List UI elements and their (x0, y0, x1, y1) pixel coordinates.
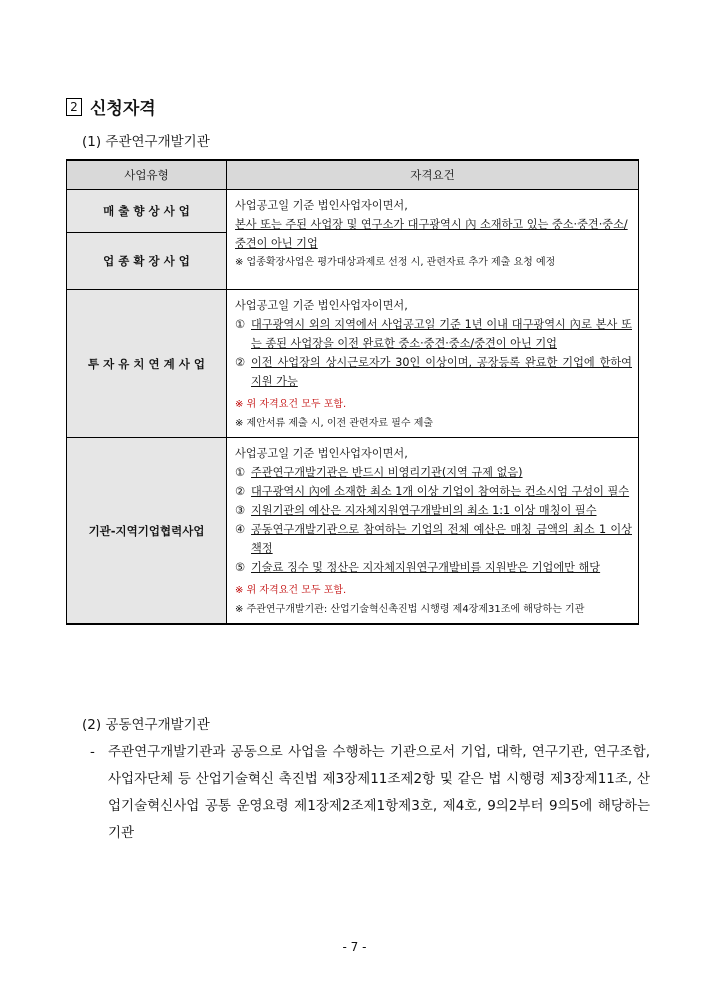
requirements-cell-2 (227, 290, 639, 438)
req-intro: 사업공고일 기준 법인사업자이면서, (235, 199, 408, 212)
list-item: ④ 공동연구개발기관으로 참여하는 기업의 전체 예산은 매칭 금액의 최소 1 이상 책정 (235, 523, 632, 555)
section-number: 2 (66, 98, 82, 116)
type-institution-regional: 기관-지역기업협력사업 (67, 438, 227, 625)
req-note-red: ※ 위 자격요건 모두 포함. (235, 399, 347, 410)
bullet-dash: - (90, 744, 95, 760)
section-title: 신청자격 (90, 99, 156, 119)
req-note: ※ 제안서류 제출 시, 이전 관련자료 필수 제출 (235, 418, 434, 429)
list-item: ② 대구광역시 內에 소재한 최소 1개 이상 기업이 참여하는 컨소시엄 구성이 필수 (235, 485, 630, 498)
list-item: ① 대구광역시 외의 지역에서 사업공고일 기준 1년 이내 대구광역시 內로 본사 또는 종된 사업장을 이전 완료한 중소·중견·중소/중견이 아닌 기업 (235, 318, 632, 350)
list-item: ③ 지원기관의 예산은 지자체지원연구개발비의 최소 1:1 이상 매칭이 필수 (235, 504, 597, 517)
header-requirements: 자격요건 (227, 160, 639, 190)
req-note: ※ 주관연구개발기관: 산업기술혁신촉진법 시행령 제4장제31조에 해당하는 기관 (235, 604, 585, 615)
requirements-cell-1 (227, 190, 639, 290)
paragraph-text: 주관연구개발기관과 공동으로 사업을 수행하는 기관으로서 기업, 대학, 연구기관, 연구조합, 사업자단체 등 산업기술혁신 촉진법 제3장제11조제2항 및 같은 법 시행령 제3장제11조, 산업기술혁신사업 공통 운영요령 제1장제2조제1항제3호, 제4호, 9의2부터 9의5에 해당하는 기관 (108, 744, 650, 841)
type-business-expansion: 업 종 확 장 사 업 (67, 233, 227, 290)
req-intro: 사업공고일 기준 법인사업자이면서, (235, 447, 408, 460)
req-note-red: ※ 위 자격요건 모두 포함. (235, 585, 347, 596)
type-investment-linked: 투 자 유 치 연 계 사 업 (67, 290, 227, 438)
requirements-cell-3 (227, 438, 639, 625)
eligibility-table (66, 159, 639, 625)
req-intro: 사업공고일 기준 법인사업자이면서, (235, 299, 408, 312)
header-business-type: 사업유형 (67, 160, 227, 190)
page-number: - 7 - (342, 940, 367, 954)
subsection-title-1: (1) 주관연구개발기관 (82, 134, 210, 150)
table-row (67, 190, 639, 233)
table-row (67, 290, 639, 438)
section-heading (66, 94, 156, 119)
list-item: ② 이전 사업장의 상시근로자가 30인 이상이며, 공장등록 완료한 기업에 한하여 지원 가능 (235, 356, 632, 388)
list-item: ⑤ 기술료 징수 및 정산은 지자체지원연구개발비를 지원받은 기업에만 해당 (235, 561, 601, 574)
req-note: ※ 업종확장사업은 평가대상과제로 선정 시, 관련자료 추가 제출 요청 예정 (235, 257, 556, 268)
list-item: ① 주관연구개발기관은 반드시 비영리기관(지역 규제 없음) (235, 466, 523, 479)
subsection-title-2: (2) 공동연구개발기관 (82, 717, 210, 733)
table-header-row (67, 160, 639, 190)
req-text: 본사 또는 주된 사업장 및 연구소가 대구광역시 內 소재하고 있는 중소·중견·중소/중견이 아닌 기업 (235, 218, 628, 250)
joint-institution-paragraph (90, 739, 650, 847)
type-sales-growth: 매 출 향 상 사 업 (67, 190, 227, 233)
table-row (67, 438, 639, 625)
